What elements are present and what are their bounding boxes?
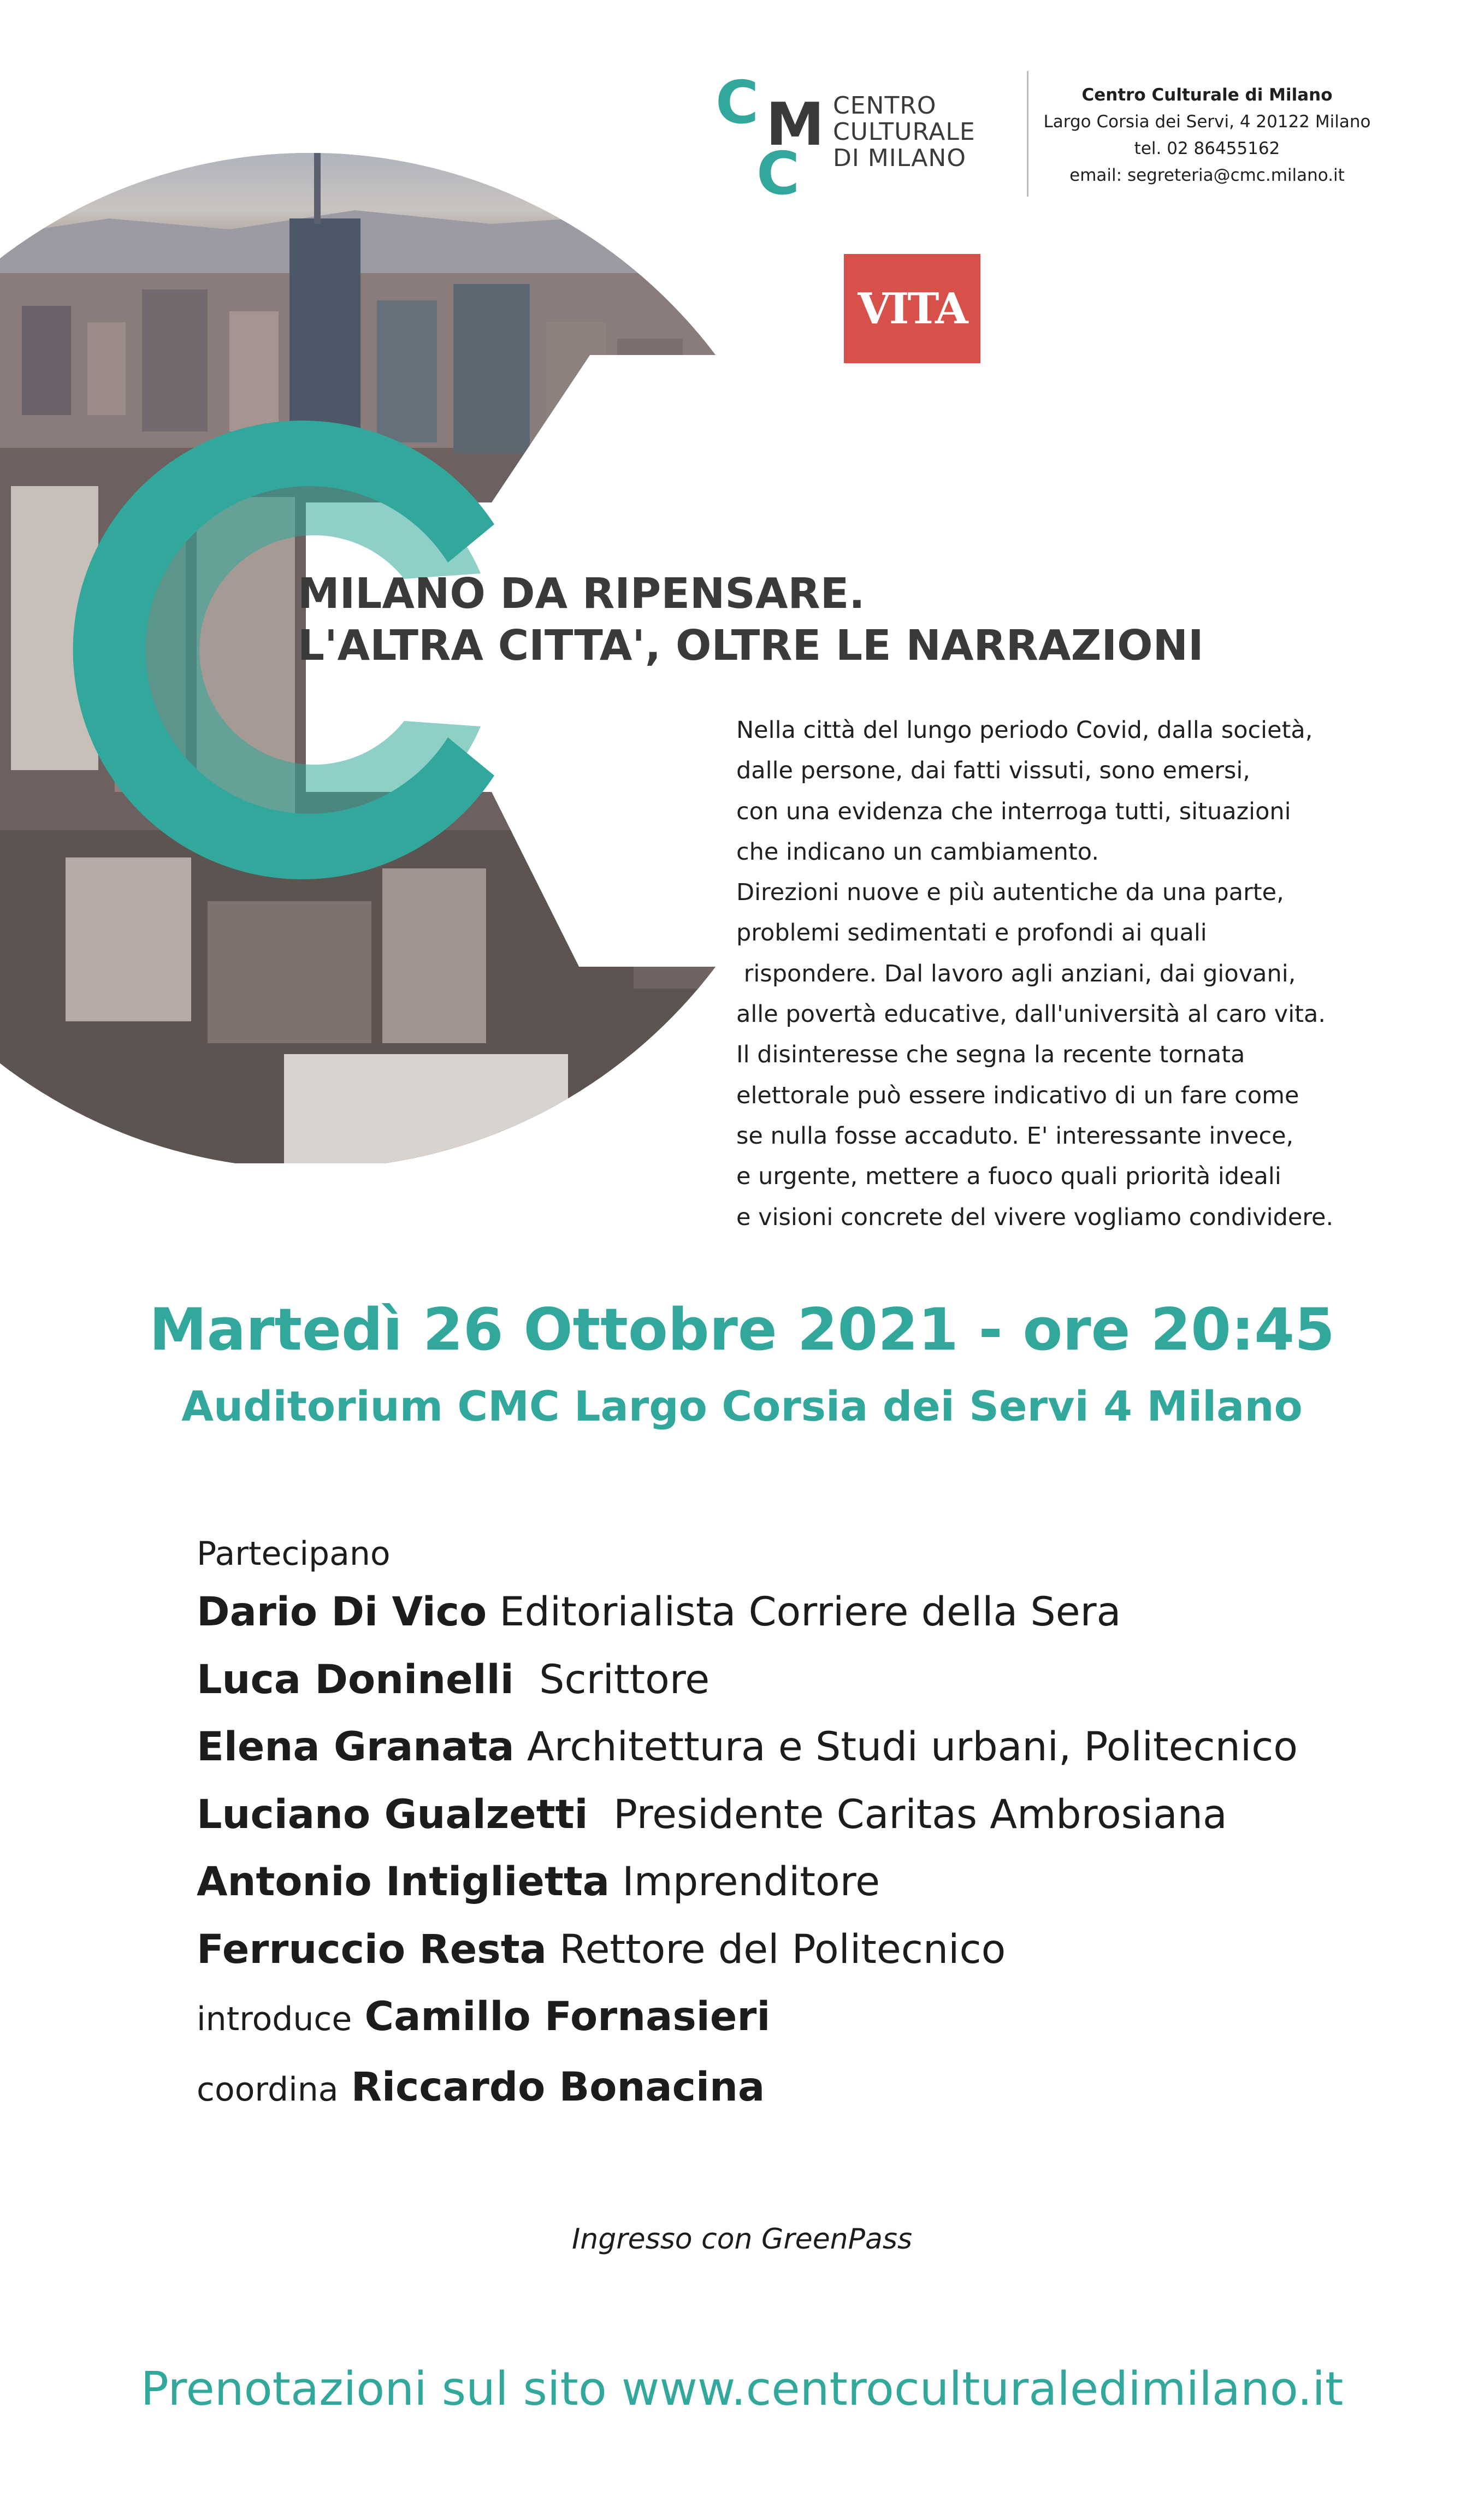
description-line: e visioni concrete del vivere vogliamo condividere. <box>736 1203 1334 1231</box>
description-line: con una evidenza che interroga tutti, situazioni <box>736 797 1291 825</box>
header-divider <box>1027 71 1028 197</box>
description-line: Il disinteresse che segna la recente tornata <box>736 1041 1245 1069</box>
description-line: Nella città del lungo periodo Covid, dalla società, <box>736 717 1313 744</box>
introducer-label: introduce <box>197 2000 352 2038</box>
logo-word: CULTURALE <box>833 118 975 146</box>
logo-letter-c-top: C <box>716 69 759 137</box>
participant-role: Rettore del Politecnico <box>559 1926 1006 1973</box>
participant-name: Ferruccio Resta <box>197 1926 547 1973</box>
participant-row <box>197 1646 1298 1714</box>
introducer-name: Camillo Fornasieri <box>364 1994 771 2040</box>
contact-address: Largo Corsia dei Servi, 4 20122 Milano <box>1043 112 1371 132</box>
participant-name: Luciano Gualzetti <box>197 1791 588 1838</box>
logo-word: CENTRO <box>833 92 937 120</box>
greenpass-note: Ingresso con GreenPass <box>571 2223 913 2256</box>
description-line: rispondere. Dal lavoro agli anziani, dai giovani, <box>736 960 1296 987</box>
contact-email: email: segreteria@cmc.milano.it <box>1069 165 1345 185</box>
vita-logo <box>844 254 980 363</box>
event-title <box>298 568 1204 672</box>
logo-wordmark <box>833 93 975 171</box>
description-line: alle povertà educative, dall'università al caro vita. <box>736 1001 1326 1028</box>
participant-role: Architettura e Studi urbani, Politecnico <box>527 1724 1298 1770</box>
description-line: dalle persone, dai fatti vissuti, sono emersi, <box>736 757 1250 785</box>
description-line: elettorale può essere indicativo di un fare come <box>736 1081 1299 1109</box>
contact-org: Centro Culturale di Milano <box>1081 85 1333 105</box>
description-line: e urgente, mettere a fuoco quali priorità ideali <box>736 1163 1281 1191</box>
description-line: che indicano un cambiamento. <box>736 838 1099 866</box>
participant-name: Luca Doninelli <box>197 1656 514 1703</box>
coordinator-label: coordina <box>197 2070 339 2109</box>
logo-letter-m: M <box>766 91 825 159</box>
participant-role: Imprenditore <box>622 1859 880 1905</box>
vita-logo-text: VITA <box>858 283 967 334</box>
coordinator-name: Riccardo Bonacina <box>351 2063 765 2110</box>
event-date: Martedì 26 Ottobre 2021 - ore 20:45 <box>149 1296 1335 1363</box>
participant-row <box>197 1848 1298 1916</box>
event-venue: Auditorium CMC Largo Corsia dei Servi 4 Milano <box>181 1382 1303 1430</box>
introducer-row <box>197 1983 1298 2054</box>
participant-row <box>197 1916 1298 1984</box>
participant-name: Elena Granata <box>197 1724 515 1770</box>
title-line-1: MILANO DA RIPENSARE. <box>298 570 865 618</box>
description <box>736 710 1468 1238</box>
title-line-2: L'ALTRA CITTA', OLTRE LE NARRAZIONI <box>298 622 1204 670</box>
coordinator-row <box>197 2054 1298 2124</box>
description-line: se nulla fosse accaduto. E' interessante invece, <box>736 1122 1294 1150</box>
contact-phone: tel. 02 86455162 <box>1134 139 1280 158</box>
logo-word: DI MILANO <box>833 144 966 172</box>
participants-intro: Partecipano <box>197 1535 391 1573</box>
participant-name: Antonio Intiglietta <box>197 1859 610 1905</box>
description-line: problemi sedimentati e profondi ai quali <box>736 919 1207 947</box>
contact-block <box>1032 82 1382 189</box>
participant-row <box>197 1713 1298 1781</box>
participant-role: Editorialista Corriere della Sera <box>499 1589 1121 1635</box>
participant-row <box>197 1781 1298 1849</box>
participant-role: Presidente Caritas Ambrosiana <box>613 1791 1227 1838</box>
participant-name: Dario Di Vico <box>197 1589 487 1635</box>
participant-row <box>197 1578 1298 1646</box>
participant-role: Scrittore <box>539 1656 710 1703</box>
description-line: Direzioni nuove e più autentiche da una parte, <box>736 879 1284 907</box>
participants-list <box>197 1529 1298 2123</box>
booking-link[interactable]: Prenotazioni sul sito www.centroculturaledimilano.it <box>140 2362 1344 2416</box>
logo-letter-c-bottom: C <box>756 140 800 208</box>
